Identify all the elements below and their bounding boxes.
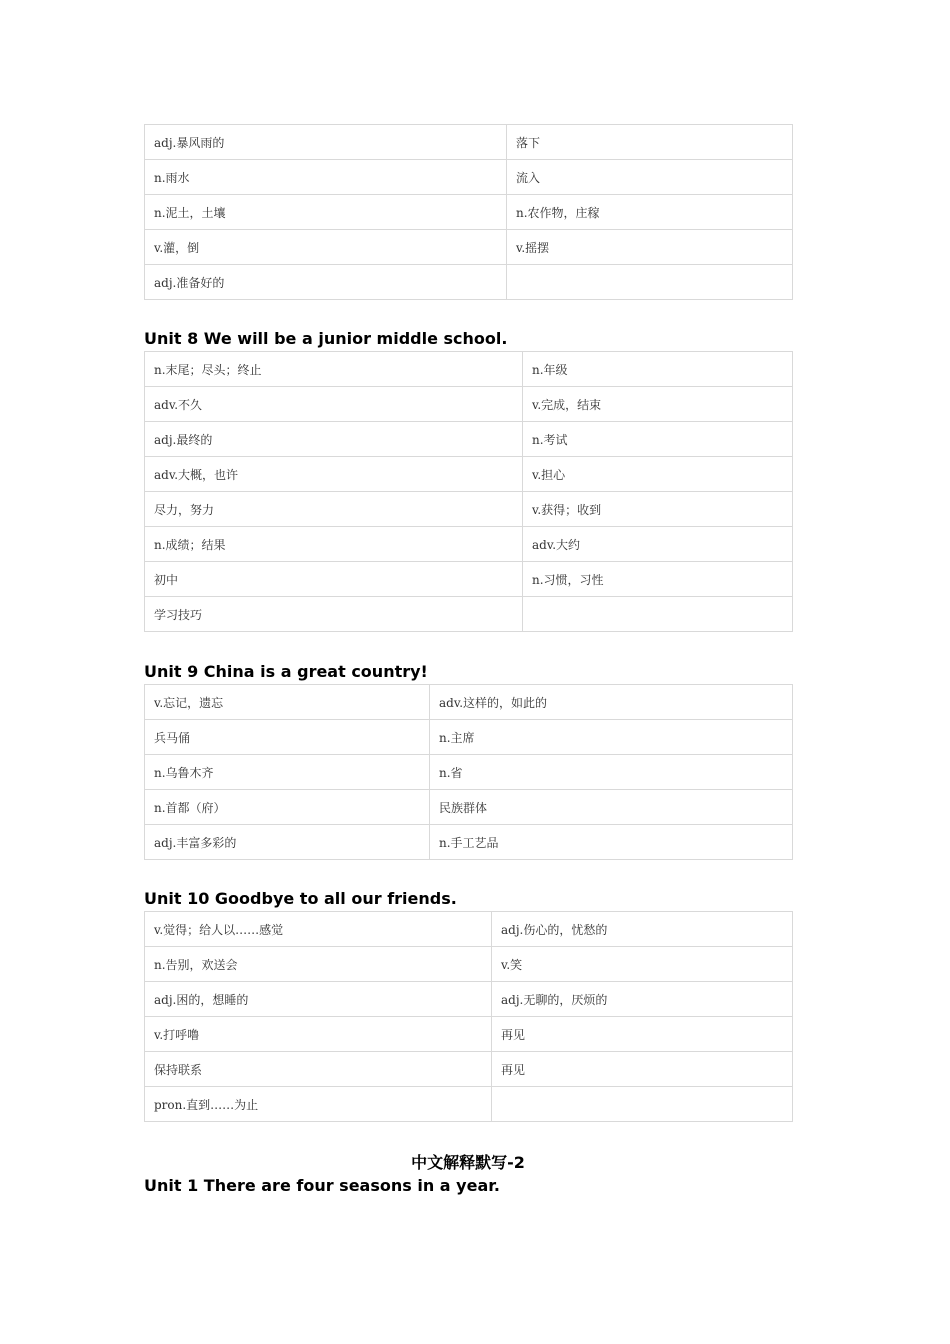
- table-cell: adv.不久: [145, 387, 523, 422]
- table-cell: n.考试: [523, 422, 793, 457]
- table-cell: adj.丰富多彩的: [145, 825, 430, 860]
- vocab-table-unit8: [144, 351, 793, 632]
- table-cell: adv.大概，也许: [145, 457, 523, 492]
- table-cell: 再见: [492, 1052, 793, 1087]
- table-cell: [507, 265, 793, 300]
- table-row: [145, 527, 793, 562]
- table-cell: v.灌，倒: [145, 230, 507, 265]
- table-cell: [523, 597, 793, 632]
- table-cell: 民族群体: [430, 790, 793, 825]
- table-row: [145, 125, 793, 160]
- vocab-table-unit9: [144, 684, 793, 860]
- table-cell: v.打呼噜: [145, 1017, 492, 1052]
- table-row: [145, 1087, 793, 1122]
- table-row: [145, 387, 793, 422]
- table-cell: n.农作物，庄稼: [507, 195, 793, 230]
- unit10-heading: Unit 10 Goodbye to all our friends.: [144, 889, 457, 908]
- table-cell: v.获得；收到: [523, 492, 793, 527]
- table-cell: 尽力，努力: [145, 492, 523, 527]
- table-row: [145, 947, 793, 982]
- table-cell: 落下: [507, 125, 793, 160]
- table-cell: n.末尾；尽头；终止: [145, 352, 523, 387]
- table-cell: adj.准备好的: [145, 265, 507, 300]
- table-row: [145, 912, 793, 947]
- table-cell: v.笑: [492, 947, 793, 982]
- vocab-table-top: [144, 124, 793, 300]
- table-row: [145, 492, 793, 527]
- table-row: [145, 265, 793, 300]
- table-cell: n.雨水: [145, 160, 507, 195]
- table-cell: adv.大约: [523, 527, 793, 562]
- table-cell: 保持联系: [145, 1052, 492, 1087]
- table-row: [145, 755, 793, 790]
- table-cell: pron.直到……为止: [145, 1087, 492, 1122]
- table-cell: [492, 1087, 793, 1122]
- table-cell: adj.暴风雨的: [145, 125, 507, 160]
- table-cell: 再见: [492, 1017, 793, 1052]
- table-row: [145, 825, 793, 860]
- table-cell: 初中: [145, 562, 523, 597]
- table-cell: adj.伤心的，忧愁的: [492, 912, 793, 947]
- table-cell: v.摇摆: [507, 230, 793, 265]
- unit9-heading: Unit 9 China is a great country!: [144, 662, 428, 681]
- table-cell: n.主席: [430, 720, 793, 755]
- table-cell: n.首都（府）: [145, 790, 430, 825]
- table-cell: 流入: [507, 160, 793, 195]
- table-row: [145, 982, 793, 1017]
- table-cell: v.忘记，遗忘: [145, 685, 430, 720]
- table-cell: 兵马俑: [145, 720, 430, 755]
- table-cell: adv.这样的，如此的: [430, 685, 793, 720]
- table-row: [145, 1052, 793, 1087]
- table-cell: adj.无聊的，厌烦的: [492, 982, 793, 1017]
- table-row: [145, 160, 793, 195]
- unit1-heading: Unit 1 There are four seasons in a year.: [144, 1176, 500, 1195]
- table-row: [145, 457, 793, 492]
- table-cell: adj.困的，想睡的: [145, 982, 492, 1017]
- table-row: [145, 790, 793, 825]
- table-cell: n.告别，欢送会: [145, 947, 492, 982]
- table-row: [145, 422, 793, 457]
- table-row: [145, 685, 793, 720]
- table-cell: adj.最终的: [145, 422, 523, 457]
- table-cell: n.泥土，土壤: [145, 195, 507, 230]
- section-title: 中文解释默写-2: [411, 1153, 525, 1172]
- table-row: [145, 195, 793, 230]
- table-cell: n.年级: [523, 352, 793, 387]
- table-cell: 学习技巧: [145, 597, 523, 632]
- table-cell: n.习惯，习性: [523, 562, 793, 597]
- table-row: [145, 230, 793, 265]
- table-cell: n.手工艺品: [430, 825, 793, 860]
- table-row: [145, 352, 793, 387]
- table-cell: n.成绩；结果: [145, 527, 523, 562]
- table-cell: v.觉得；给人以……感觉: [145, 912, 492, 947]
- table-row: [145, 597, 793, 632]
- table-row: [145, 720, 793, 755]
- table-row: [145, 1017, 793, 1052]
- table-cell: n.乌鲁木齐: [145, 755, 430, 790]
- table-cell: v.完成，结束: [523, 387, 793, 422]
- unit8-heading: Unit 8 We will be a junior middle school.: [144, 329, 508, 348]
- table-row: [145, 562, 793, 597]
- table-cell: v.担心: [523, 457, 793, 492]
- vocab-table-unit10: [144, 911, 793, 1122]
- table-cell: n.省: [430, 755, 793, 790]
